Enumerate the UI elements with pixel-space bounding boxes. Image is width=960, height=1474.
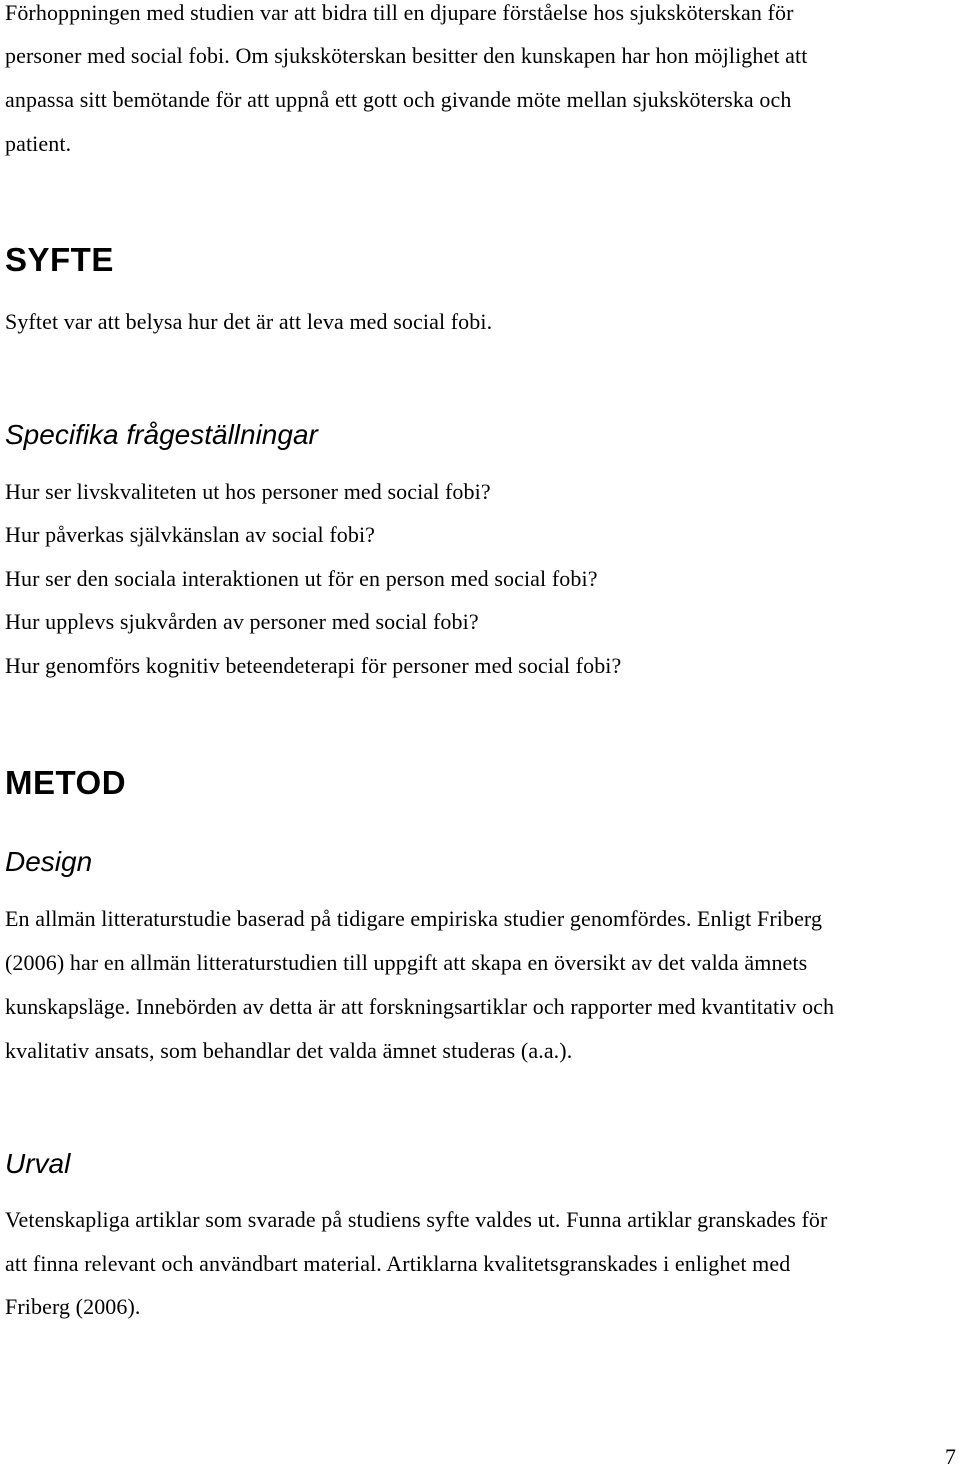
urval-heading: Urval [5, 1148, 71, 1179]
question-5: Hur genomförs kognitiv beteendeterapi för personer med social fobi? [5, 653, 622, 678]
syfte-heading: SYFTE [5, 241, 114, 278]
urval-line-2: att finna relevant och användbart material. Artiklarna kvalitetsgranskades i enlighet med [5, 1251, 791, 1276]
page-number: 7 [945, 1444, 956, 1469]
intro-line-2: personer med social fobi. Om sjuksköterskan besitter den kunskapen har hon möjlighet att [5, 43, 808, 68]
syfte-text: Syftet var att belysa hur det är att leva med social fobi. [5, 309, 493, 334]
urval-line-1: Vetenskapliga artiklar som svarade på studiens syfte valdes ut. Funna artiklar granskades för [5, 1207, 828, 1232]
question-1: Hur ser livskvaliteten ut hos personer med social fobi? [5, 479, 491, 504]
specifika-heading: Specifika frågeställningar [5, 419, 318, 450]
metod-heading: METOD [5, 764, 127, 801]
design-line-1: En allmän litteraturstudie baserad på tidigare empiriska studier genomfördes. Enligt Friberg [5, 906, 823, 931]
question-3: Hur ser den sociala interaktionen ut för en person med social fobi? [5, 566, 598, 591]
question-4: Hur upplevs sjukvården av personer med social fobi? [5, 609, 479, 634]
intro-line-3: anpassa sitt bemötande för att uppnå ett gott och givande möte mellan sjuksköterska och [5, 87, 792, 112]
design-heading: Design [5, 846, 93, 877]
intro-line-4: patient. [5, 131, 72, 156]
design-line-4: kvalitativ ansats, som behandlar det valda ämnet studeras (a.a.). [5, 1038, 573, 1063]
design-line-2: (2006) har en allmän litteraturstudien till uppgift att skapa en översikt av det valda ämnets [5, 950, 808, 975]
question-2: Hur påverkas självkänslan av social fobi? [5, 522, 376, 547]
urval-line-3: Friberg (2006). [5, 1294, 141, 1319]
intro-line-1: Förhoppningen med studien var att bidra till en djupare förståelse hos sjuksköterskan för [5, 0, 794, 25]
design-line-3: kunskapsläge. Innebörden av detta är att forskningsartiklar och rapporter med kvantitativ och [5, 994, 835, 1019]
